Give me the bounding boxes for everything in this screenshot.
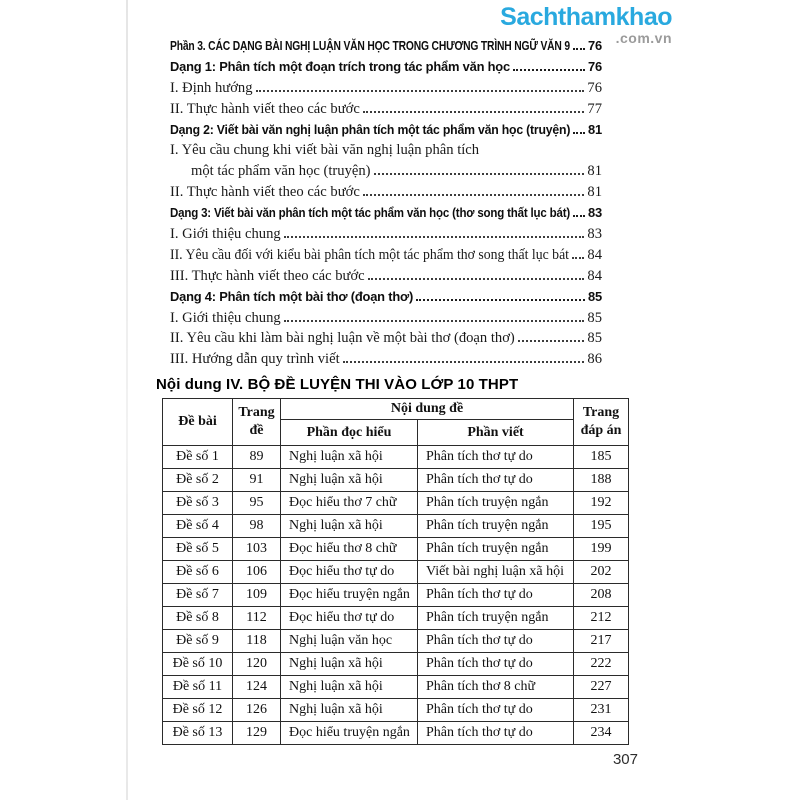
header-phan-viet: Phần viết [418, 420, 574, 446]
toc-entry [170, 78, 602, 99]
reading-section-cell [281, 492, 418, 515]
toc-page-number: 81 [587, 184, 602, 201]
cell-text: Phân tích thơ tự do [426, 633, 533, 649]
toc-page-number: 81 [588, 121, 602, 137]
cell-text: Phân tích truyện ngắn [426, 495, 549, 511]
reading-section-cell [281, 584, 418, 607]
toc-entry-label: II. Thực hành viết theo các bước [170, 100, 360, 117]
dotted-leader [573, 215, 585, 217]
toc-entry-label: Dạng 4: Phân tích một bài thơ (đoạn thơ) [170, 288, 414, 304]
toc-entry-label: Dạng 2: Viết bài văn nghị luận phân tích một tác phẩm văn học (truyện) [170, 121, 571, 137]
cell-text: 124 [246, 679, 267, 695]
cell-text: 188 [590, 472, 612, 488]
writing-section-cell [418, 722, 574, 745]
table-row [163, 469, 629, 492]
toc-entry-label: III. Thực hành viết theo các bước [170, 267, 365, 284]
exam-id-cell [163, 469, 233, 492]
toc-entry [170, 266, 602, 287]
answer-page-cell [574, 607, 629, 630]
cell-text: Đọc hiểu truyện ngắn [289, 725, 410, 741]
toc-page-number: 86 [587, 351, 602, 368]
answer-page-cell [574, 561, 629, 584]
cell-text: Nghị luận xã hội [289, 449, 383, 465]
exam-index-table [162, 398, 629, 745]
exam-id-cell [163, 722, 233, 745]
header-trang-de: Trang đề [233, 399, 281, 446]
cell-text: 118 [246, 633, 267, 649]
cell-text: 89 [249, 449, 264, 465]
exam-id-cell [163, 607, 233, 630]
writing-section-cell [418, 699, 574, 722]
answer-page-cell [574, 492, 629, 515]
table-row [163, 630, 629, 653]
answer-page-cell [574, 676, 629, 699]
exam-page-cell [233, 607, 281, 630]
reading-section-cell [281, 561, 418, 584]
toc-list [170, 36, 602, 370]
dotted-leader [573, 132, 585, 134]
toc-entry [170, 57, 602, 78]
table-row [163, 699, 629, 722]
cell-text: Đọc hiểu truyện ngắn [289, 587, 410, 603]
cell-text: Viết bài nghị luận xã hội [426, 564, 564, 580]
cell-text: 192 [590, 495, 612, 511]
table-row [163, 607, 629, 630]
toc-entry [170, 182, 602, 203]
toc-entry-label: Dạng 3: Viết bài văn phân tích một tác phẩm văn học (thơ song thất lục bát) [170, 205, 571, 221]
cell-text: 234 [590, 725, 612, 741]
cell-text: Đề số 5 [176, 541, 219, 557]
cell-text: Đề số 1 [176, 449, 219, 465]
cell-text: 217 [590, 633, 612, 649]
toc-entry [170, 287, 602, 308]
toc-page-number: 83 [588, 205, 602, 221]
toc-entry-label: II. Yêu cầu đối với kiểu bài phân tích một tác phẩm thơ song thất lục bát [170, 246, 570, 263]
header-trang-dap-an: Trang đáp án [574, 399, 629, 446]
toc-page-number: 83 [587, 226, 602, 243]
cell-text: Đề số 2 [176, 472, 219, 488]
cell-text: Đọc hiểu thơ 8 chữ [289, 541, 397, 557]
answer-page-cell [574, 446, 629, 469]
writing-section-cell [418, 469, 574, 492]
toc-page-number: 76 [588, 58, 602, 74]
cell-text: Phân tích thơ tự do [426, 472, 533, 488]
page-edge-line [126, 0, 128, 800]
dotted-leader [363, 111, 585, 113]
cell-text: Đề số 13 [172, 725, 223, 741]
answer-page-cell [574, 630, 629, 653]
section-title: Nội dung IV. BỘ ĐỀ LUYỆN THI VÀO LỚP 10 THPT [156, 376, 519, 393]
cell-text: Nghị luận xã hội [289, 656, 383, 672]
cell-text: Phân tích thơ tự do [426, 587, 533, 603]
table-row [163, 515, 629, 538]
writing-section-cell [418, 630, 574, 653]
cell-text: 109 [246, 587, 267, 603]
exam-id-cell [163, 446, 233, 469]
cell-text: Đề số 3 [176, 495, 219, 511]
exam-page-cell [233, 584, 281, 607]
toc-page-number: 81 [587, 163, 602, 180]
answer-page-cell [574, 584, 629, 607]
toc-page-number: 84 [587, 246, 602, 263]
reading-section-cell [281, 630, 418, 653]
toc-entry-label: I. Giới thiệu chung [170, 226, 281, 243]
table-row [163, 538, 629, 561]
dotted-leader [572, 257, 584, 259]
exam-page-cell [233, 630, 281, 653]
cell-text: Đề số 8 [176, 610, 219, 626]
cell-text: Phân tích thơ tự do [426, 656, 533, 672]
toc-entry-label: I. Định hướng [170, 79, 253, 96]
exam-id-cell [163, 561, 233, 584]
cell-text: Đề số 4 [176, 518, 219, 534]
dotted-leader [573, 48, 585, 50]
reading-section-cell [281, 515, 418, 538]
toc-entry [170, 36, 602, 57]
toc-entry-label: Dạng 1: Phân tích một đoạn trích trong tác phẩm văn học [170, 58, 510, 74]
cell-text: 185 [590, 449, 612, 465]
cell-text: Đề số 6 [176, 564, 219, 580]
cell-text: 199 [590, 541, 612, 557]
cell-text: 91 [249, 472, 264, 488]
exam-page-cell [233, 653, 281, 676]
writing-section-cell [418, 515, 574, 538]
answer-page-cell [574, 469, 629, 492]
answer-page-cell [574, 515, 629, 538]
writing-section-cell [418, 538, 574, 561]
writing-section-cell [418, 446, 574, 469]
header-phan-doc-hieu: Phần đọc hiểu [281, 420, 418, 446]
cell-text: Đề số 10 [172, 656, 223, 672]
writing-section-cell [418, 561, 574, 584]
toc-entry [170, 140, 602, 161]
cell-text: Phân tích thơ 8 chữ [426, 679, 536, 695]
exam-page-cell [233, 561, 281, 584]
cell-text: Phân tích truyện ngắn [426, 518, 549, 534]
toc-entry [170, 328, 602, 349]
dotted-leader [256, 90, 585, 92]
cell-text: 126 [246, 702, 267, 718]
answer-page-cell [574, 699, 629, 722]
cell-text: 103 [246, 541, 267, 557]
exam-page-cell [233, 446, 281, 469]
cell-text: 129 [246, 725, 267, 741]
exam-page-cell [233, 699, 281, 722]
cell-text: Đề số 7 [176, 587, 219, 603]
cell-text: Nghị luận xã hội [289, 679, 383, 695]
dotted-leader [284, 236, 585, 238]
exam-page-cell [233, 676, 281, 699]
reading-section-cell [281, 469, 418, 492]
dotted-leader [284, 320, 585, 322]
exam-id-cell [163, 699, 233, 722]
table-row [163, 653, 629, 676]
cell-text: Nghị luận xã hội [289, 518, 383, 534]
cell-text: 222 [590, 656, 612, 672]
cell-text: 208 [590, 587, 612, 603]
reading-section-cell [281, 538, 418, 561]
toc-entry [170, 120, 602, 141]
cell-text: 106 [246, 564, 267, 580]
cell-text: Đọc hiểu thơ tự do [289, 564, 395, 580]
cell-text: Nghị luận văn học [289, 633, 393, 649]
cell-text: 195 [590, 518, 612, 534]
toc-entry [170, 308, 602, 329]
reading-section-cell [281, 607, 418, 630]
dotted-leader [368, 278, 585, 280]
writing-section-cell [418, 492, 574, 515]
cell-text: 98 [249, 518, 264, 534]
dotted-leader [363, 194, 585, 196]
cell-text: Phân tích truyện ngắn [426, 610, 549, 626]
toc-page-number: 76 [588, 38, 602, 53]
reading-section-cell [281, 722, 418, 745]
reading-section-cell [281, 446, 418, 469]
dotted-leader [374, 173, 585, 175]
toc-entry [170, 99, 602, 120]
dotted-leader [518, 340, 585, 342]
exam-id-cell [163, 515, 233, 538]
answer-page-cell [574, 722, 629, 745]
table-row [163, 722, 629, 745]
header-noi-dung-de: Nội dung đề [281, 399, 574, 420]
toc-entry-label: Phần 3. CÁC DẠNG BÀI NGHỊ LUẬN VĂN HỌC TRONG CHƯƠNG TRÌNH NGỮ VĂN 9 [170, 38, 570, 53]
table-row [163, 492, 629, 515]
writing-section-cell [418, 653, 574, 676]
exam-id-cell [163, 538, 233, 561]
exam-page-cell [233, 492, 281, 515]
toc-page-number: 85 [588, 288, 602, 304]
toc-page-number: 76 [587, 79, 602, 96]
writing-section-cell [418, 607, 574, 630]
exam-id-cell [163, 492, 233, 515]
table-row [163, 446, 629, 469]
toc-entry [170, 203, 602, 224]
cell-text: Phân tích thơ tự do [426, 702, 533, 718]
answer-page-cell [574, 653, 629, 676]
toc-page-number: 84 [587, 267, 602, 284]
cell-text: Đề số 11 [172, 679, 223, 695]
answer-page-cell [574, 538, 629, 561]
exam-page-cell [233, 538, 281, 561]
toc-page-number: 85 [587, 309, 602, 326]
cell-text: 231 [590, 702, 612, 718]
page-number: 307 [612, 751, 638, 768]
cell-text: 95 [249, 495, 264, 511]
cell-text: 112 [246, 610, 267, 626]
cell-text: Nghị luận xã hội [289, 472, 383, 488]
cell-text: 212 [590, 610, 612, 626]
toc-entry [170, 161, 602, 182]
toc-entry-label: một tác phẩm văn học (truyện) [191, 163, 371, 180]
exam-id-cell [163, 653, 233, 676]
toc-entry-label: II. Yêu cầu khi làm bài nghị luận về một bài thơ (đoạn thơ) [170, 330, 515, 347]
exam-table-header [163, 399, 629, 446]
watermark-brand: Sachthamkhao [500, 3, 672, 31]
exam-page-cell [233, 469, 281, 492]
toc-entry [170, 224, 602, 245]
toc-page-number: 85 [587, 330, 602, 347]
reading-section-cell [281, 653, 418, 676]
table-row [163, 561, 629, 584]
cell-text: Đọc hiểu thơ tự do [289, 610, 395, 626]
cell-text: Đề số 12 [172, 702, 223, 718]
toc-entry-label: I. Giới thiệu chung [170, 309, 281, 326]
watermark-domain-suffix: .com.vn [615, 30, 672, 46]
dotted-leader [416, 299, 585, 301]
exam-page-cell [233, 515, 281, 538]
cell-text: Phân tích truyện ngắn [426, 541, 549, 557]
table-row [163, 584, 629, 607]
cell-text: 227 [590, 679, 612, 695]
cell-text: 120 [246, 656, 267, 672]
toc-entry [170, 349, 602, 370]
exam-id-cell [163, 630, 233, 653]
exam-page-cell [233, 722, 281, 745]
toc-entry-label: I. Yêu cầu chung khi viết bài văn nghị luận phân tích [170, 142, 480, 159]
dotted-leader [513, 69, 585, 71]
dotted-leader [343, 361, 585, 363]
reading-section-cell [281, 699, 418, 722]
writing-section-cell [418, 676, 574, 699]
toc-entry [170, 245, 602, 266]
reading-section-cell [281, 676, 418, 699]
cell-text: Nghị luận xã hội [289, 702, 383, 718]
writing-section-cell [418, 584, 574, 607]
exam-id-cell [163, 676, 233, 699]
toc-entry-label: II. Thực hành viết theo các bước [170, 184, 360, 201]
exam-id-cell [163, 584, 233, 607]
exam-table-body [163, 446, 629, 745]
cell-text: Phân tích thơ tự do [426, 725, 533, 741]
cell-text: Phân tích thơ tự do [426, 449, 533, 465]
table-row [163, 676, 629, 699]
header-de-bai: Đề bài [163, 399, 233, 446]
cell-text: Đề số 9 [176, 633, 219, 649]
toc-page-number: 77 [587, 100, 602, 117]
toc-entry-label: III. Hướng dẫn quy trình viết [170, 351, 340, 368]
cell-text: Đọc hiểu thơ 7 chữ [289, 495, 397, 511]
cell-text: 202 [590, 564, 612, 580]
